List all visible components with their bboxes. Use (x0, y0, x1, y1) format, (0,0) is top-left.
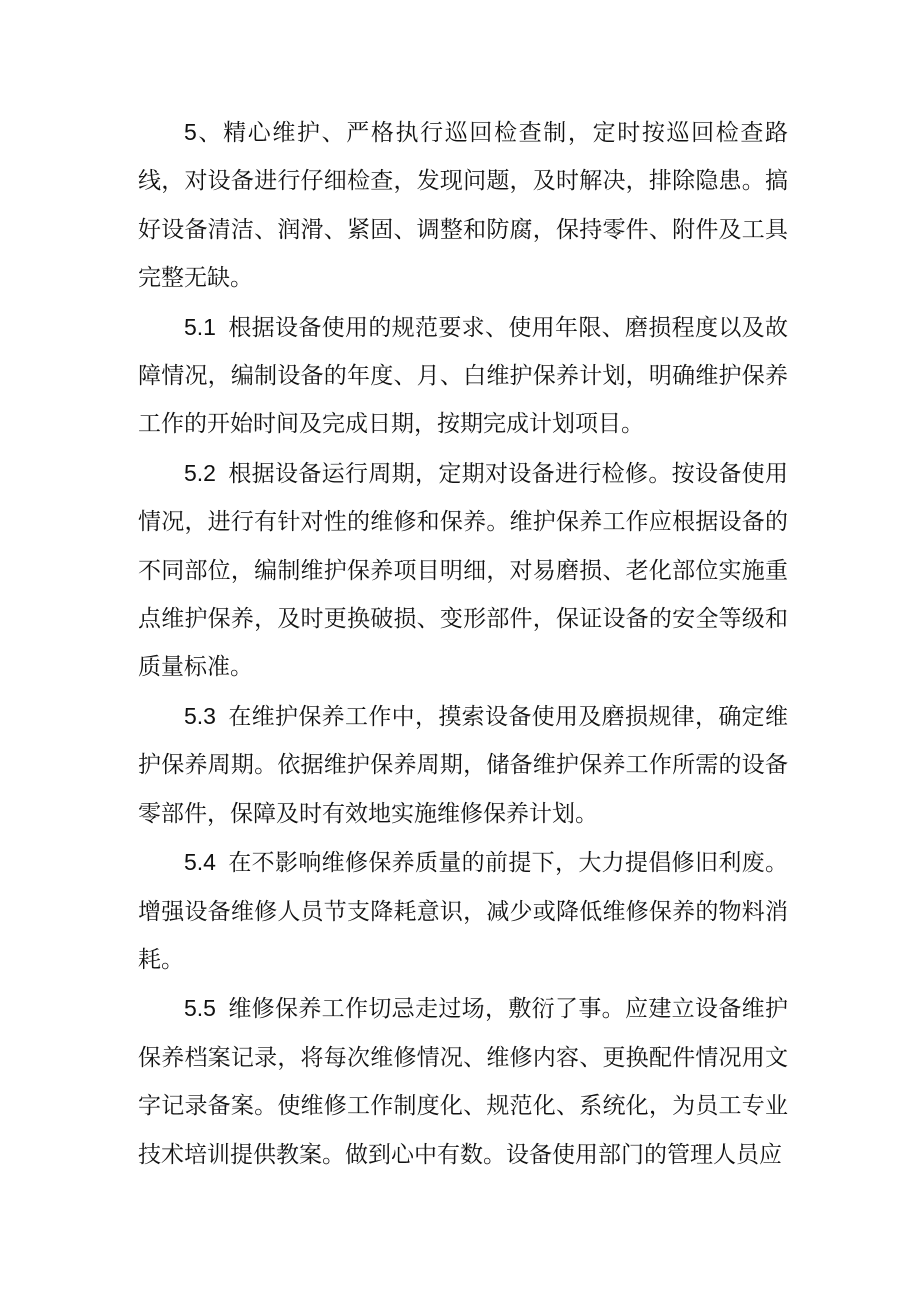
paragraph-5-2 (138, 449, 788, 692)
paragraph-number: 5.1 (184, 313, 216, 340)
paragraph-5 (138, 108, 788, 303)
paragraph-number: 5 (184, 119, 197, 145)
paragraph-5-5 (138, 984, 788, 1179)
paragraph-number: 5.2 (184, 459, 216, 486)
paragraph-5-1 (138, 303, 788, 449)
paragraph-5-3 (138, 692, 788, 838)
paragraph-number: 5.5 (184, 995, 216, 1022)
paragraph-text: 根据设备使用的规范要求、使用年限、磨损程度以及故障情况，编制设备的年度、月、白维护保养计划，明确维护保养工作的开始时间及完成日期，按期完成计划项目。 (138, 314, 788, 438)
paragraph-5-4 (138, 838, 788, 984)
paragraph-text: 根据设备运行周期，定期对设备进行检修。按设备使用情况，进行有针对性的维修和保养。维护保养工作应根据设备的不同部位，编制维护保养项目明细，对易磨损、老化部位实施重点维护保养，及时更换破损、变形部件，保证设备的安全等级和质量标准。 (138, 460, 788, 681)
paragraph-number: 5.4 (184, 849, 216, 876)
paragraph-text: 在维护保养工作中，摸索设备使用及磨损规律，确定维护保养周期。依据维护保养周期，储备维护保养工作所需的设备零部件，保障及时有效地实施维修保养计划。 (138, 703, 788, 827)
paragraph-text: 维修保养工作切忌走过场，敷衍了事。应建立设备维护保养档案记录，将每次维修情况、维修内容、更换配件情况用文字记录备案。使维修工作制度化、规范化、系统化，为员工专业技术培训提供教案。做到心中有数。设备使用部门的管理人员应 (138, 996, 788, 1168)
document-body (138, 108, 788, 1179)
paragraph-text: 在不影响维修保养质量的前提下，大力提倡修旧利废。增强设备维修人员节支降耗意识，减少或降低维修保养的物料消耗。 (138, 850, 788, 973)
paragraph-text: 、精心维护、严格执行巡回检查制，定时按巡回检查路线，对设备进行仔细检查，发现问题，及时解决，排除隐患。搞好设备清洁、润滑、紧固、调整和防腐，保持零件、附件及工具完整无缺。 (138, 120, 788, 292)
paragraph-number: 5.3 (184, 702, 216, 729)
